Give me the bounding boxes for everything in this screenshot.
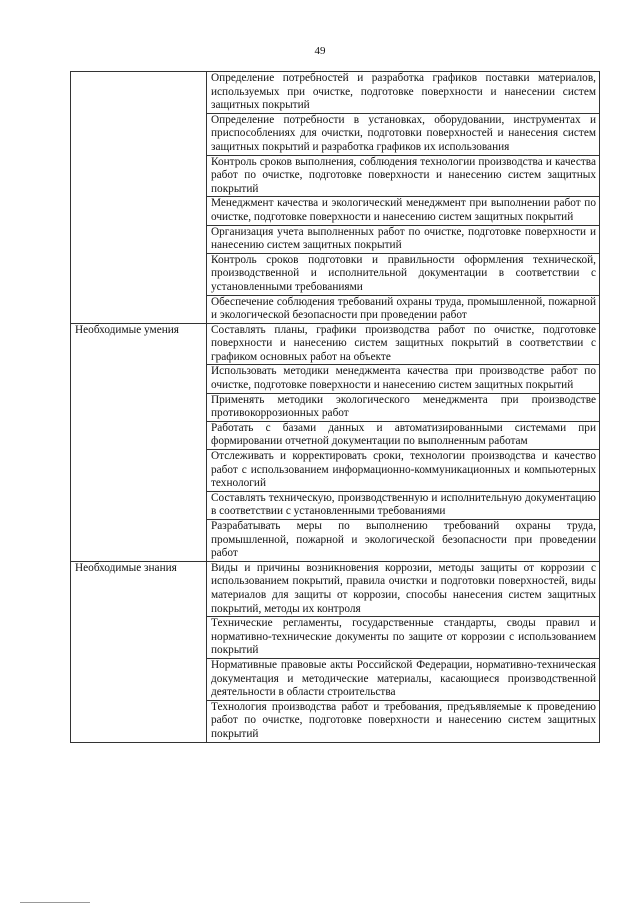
table-row (71, 72, 600, 114)
requirement-cell: Менеджмент качества и экологический менеджмент при выполнении работ по очистке, подготовке поверхности и нанесению систем защитных покрытий (207, 197, 600, 225)
requirement-cell: Определение потребностей и разработка графиков поставки материалов, используемых при очистке, подготовке поверхности и нанесении систем защитных покрытий (207, 72, 600, 114)
requirement-cell: Разрабатывать меры по выполнению требований охраны труда, промышленной, пожарной и экологической безопасности при проведении работ (207, 520, 600, 562)
requirement-cell: Составлять техническую, производственную и исполнительную документацию в соответствии с установленными требованиями (207, 491, 600, 519)
section-label: Необходимые умения (71, 323, 207, 561)
requirement-cell: Обеспечение соблюдения требований охраны труда, промышленной, пожарной и экологической безопасности при проведении работ (207, 295, 600, 323)
requirement-cell: Контроль сроков подготовки и правильности оформления технической, производственной и исполнительной документации в соответствии с установленными требованиями (207, 253, 600, 295)
page-number: 49 (314, 45, 326, 57)
requirement-cell: Применять методики экологического менеджмента при производстве противокоррозионных работ (207, 393, 600, 421)
requirement-cell: Отслеживать и корректировать сроки, технологии производства и качество работ с использованием информационно-коммуникационных и компьютерных технологий (207, 450, 600, 492)
requirement-cell: Использовать методики менеджмента качества при производстве работ по очистке, подготовке поверхности и нанесению систем защитных покрытий (207, 365, 600, 393)
section-label: Необходимые знания (71, 561, 207, 742)
requirements-table (70, 71, 600, 743)
requirement-cell: Организация учета выполненных работ по очистке, подготовке поверхности и нанесению систем защитных покрытий (207, 225, 600, 253)
requirement-cell: Технические регламенты, государственные стандарты, своды правил и нормативно-технические документы по защите от коррозии с использованием покрытий (207, 617, 600, 659)
section-label (71, 72, 207, 324)
table-row (71, 561, 600, 616)
requirement-cell: Технология производства работ и требования, предъявляемые к проведению работ по очистке, подготовке поверхности и нанесению систем защитных покрытий (207, 700, 600, 742)
scan-edge-line (20, 902, 90, 903)
requirement-cell: Контроль сроков выполнения, соблюдения технологии производства и качества работ по очистке, подготовке поверхности и нанесению систем защитных покрытий (207, 155, 600, 197)
table-row (71, 323, 600, 365)
requirement-cell: Виды и причины возникновения коррозии, методы защиты от коррозии с использованием покрытий, правила очистки и подготовки поверхностей, виды материалов для защиты от коррозии, способы нанесения систем защитных покрытий, методы их контроля (207, 561, 600, 616)
requirement-cell: Определение потребности в установках, оборудовании, инструментах и приспособлениях для очистки, подготовки поверхностей и нанесения систем защитных покрытий и разработка графиков их использования (207, 113, 600, 155)
requirement-cell: Нормативные правовые акты Российской Федерации, нормативно-техническая документация и методические материалы, касающиеся производственной деятельности в области строительства (207, 658, 600, 700)
requirement-cell: Работать с базами данных и автоматизированными системами при формировании отчетной документации по выполненным работам (207, 421, 600, 449)
requirements-table-body (71, 72, 600, 743)
requirement-cell: Составлять планы, графики производства работ по очистке, подготовке поверхности и нанесению систем защитных покрытий в соответствии с графиком основных работ на объекте (207, 323, 600, 365)
